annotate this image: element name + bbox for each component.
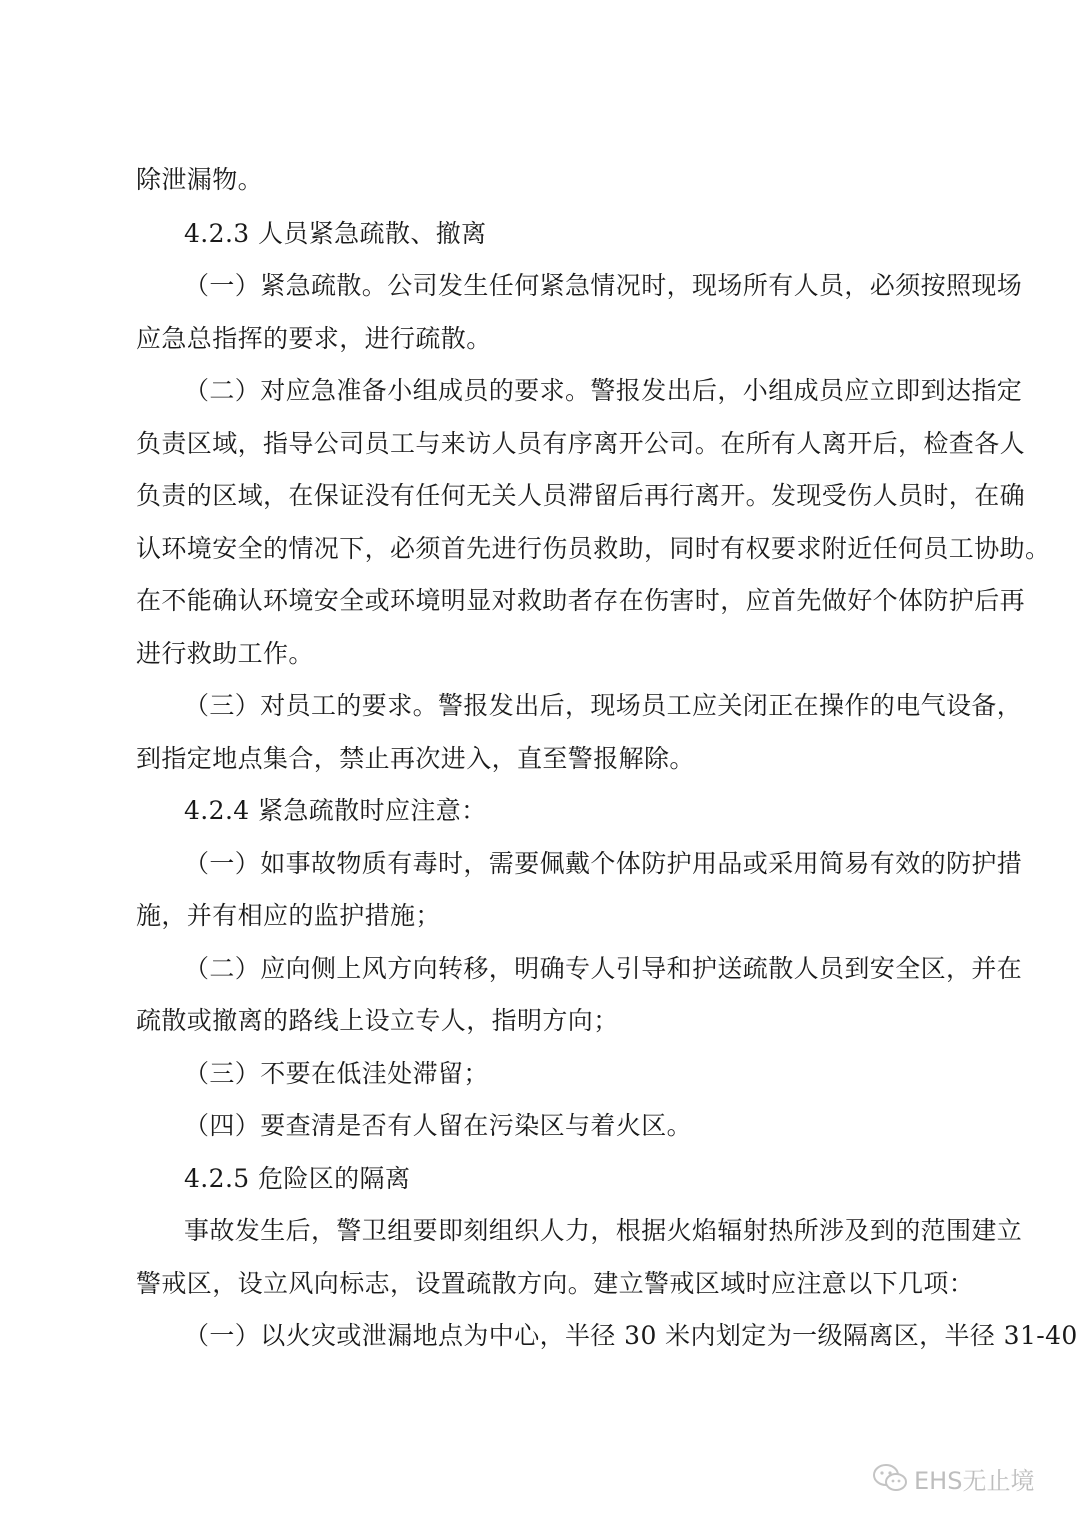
line-text: （三）对员工的要求。警报发出后，现场员工应关闭正在操作的电气设备， — [184, 691, 1023, 720]
line-text: 负责的区域，在保证没有任何无关人员滞留后再行离开。发现受伤人员时，在确 — [136, 481, 1026, 510]
text-line — [0, 686, 1080, 726]
line-text: （二）对应急准备小组成员的要求。警报发出后，小组成员应立即到达指定 — [184, 376, 1023, 405]
text-line — [0, 739, 1080, 779]
line-text: 除泄漏物。 — [136, 165, 264, 194]
line-text: 到指定地点集合，禁止再次进入，直至警报解除。 — [136, 744, 695, 773]
line-text: （四）要查清是否有人留在污染区与着火区。 — [184, 1111, 693, 1140]
section-heading — [0, 791, 1080, 831]
text-line — [0, 1106, 1080, 1146]
text-line — [0, 476, 1080, 516]
text-line — [0, 371, 1080, 411]
line-text: 应急总指挥的要求，进行疏散。 — [136, 324, 492, 353]
section-heading — [0, 1159, 1080, 1199]
text-line — [0, 424, 1080, 464]
line-text: 进行救助工作。 — [136, 639, 314, 668]
text-line — [0, 1211, 1080, 1251]
text-line — [0, 949, 1080, 989]
text-line — [0, 634, 1080, 674]
line-text: 疏散或撤离的路线上设立专人，指明方向； — [136, 1006, 619, 1035]
text-line — [0, 160, 1080, 200]
text-line — [0, 1264, 1080, 1304]
text-line — [0, 844, 1080, 884]
text-line — [0, 581, 1080, 621]
watermark — [872, 1458, 1034, 1498]
text-line — [0, 1001, 1080, 1041]
heading-text: 4.2.5 危险区的隔离 — [184, 1164, 411, 1193]
section-heading — [0, 214, 1080, 254]
line-text: 警戒区，设立风向标志，设置疏散方向。建立警戒区域时应注意以下几项： — [136, 1269, 975, 1298]
text-line — [0, 529, 1080, 569]
line-text: （二）应向侧上风方向转移，明确专人引导和护送疏散人员到安全区，并在 — [184, 954, 1023, 983]
line-text: （一）紧急疏散。公司发生任何紧急情况时，现场所有人员，必须按照现场 — [184, 271, 1023, 300]
line-text: （一）如事故物质有毒时，需要佩戴个体防护用品或采用简易有效的防护措 — [184, 849, 1023, 878]
heading-text: 4.2.3 人员紧急疏散、撤离 — [184, 219, 487, 248]
line-text: 施，并有相应的监护措施； — [136, 901, 441, 930]
text-line — [0, 1316, 1080, 1356]
line-text: 认环境安全的情况下，必须首先进行伤员救助，同时有权要求附近任何员工协助。 — [136, 534, 1051, 563]
text-line — [0, 1054, 1080, 1094]
heading-text: 4.2.4 紧急疏散时应注意： — [184, 796, 487, 825]
line-text: （三）不要在低洼处滞留； — [184, 1059, 489, 1088]
line-text: 负责区域，指导公司员工与来访人员有序离开公司。在所有人离开后，检查各人 — [136, 429, 1026, 458]
text-line — [0, 319, 1080, 359]
wechat-icon — [872, 1463, 908, 1493]
line-text: 在不能确认环境安全或环境明显对救助者存在伤害时，应首先做好个体防护后再 — [136, 586, 1026, 615]
text-line — [0, 896, 1080, 936]
text-line — [0, 266, 1080, 306]
line-text: 事故发生后，警卫组要即刻组织人力，根据火焰辐射热所涉及到的范围建立 — [184, 1216, 1023, 1245]
line-text: （一）以火灾或泄漏地点为中心，半径 30 米内划定为一级隔离区，半径 31-40 — [184, 1321, 1078, 1350]
watermark-text: EHS无止境 — [914, 1466, 1035, 1495]
